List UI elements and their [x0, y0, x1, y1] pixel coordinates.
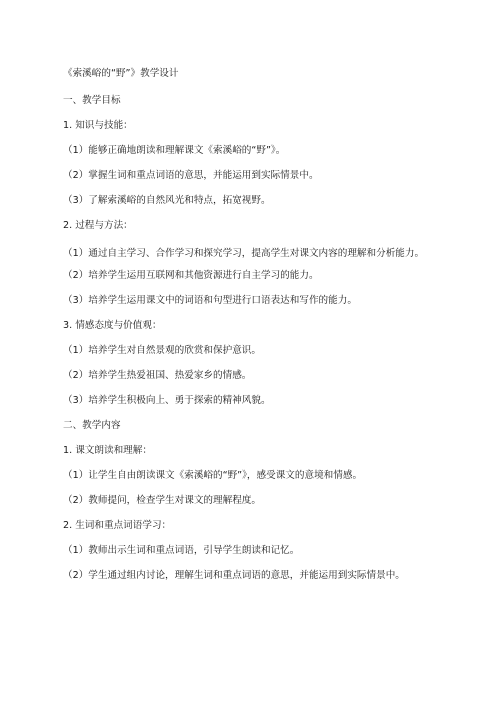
- subsection-heading: 1. 知识与技能：: [63, 120, 133, 131]
- list-item: （2）掌握生词和重点词语的意思，并能运用到实际情景中。: [63, 170, 319, 181]
- list-item: （2）教师提问，检查学生对课文的理解程度。: [63, 495, 261, 506]
- list-item: （1）让学生自由朗读课文《索溪峪的“野”》，感受课文的意境和情感。: [63, 470, 363, 481]
- subsection-heading: 1. 课文朗读和理解：: [63, 445, 152, 456]
- section-heading: 二、教学内容: [63, 420, 121, 431]
- list-item: （3）培养学生运用课文中的词语和句型进行口语表达和写作的能力。: [63, 295, 357, 306]
- list-item: （2）培养学生热爱祖国、热爱家乡的情感。: [63, 370, 252, 381]
- document-body: [63, 67, 443, 582]
- list-item: （1）培养学生对自然景观的欣赏和保护意识。: [63, 345, 261, 356]
- list-item: （1）教师出示生词和重点词语，引导学生朗读和记忆。: [63, 545, 300, 556]
- subsection-heading: 3. 情感态度与价值观：: [63, 320, 162, 331]
- list-item: （3）了解索溪峪的自然风光和特点，拓宽视野。: [63, 195, 271, 206]
- section-heading: 一、教学目标: [63, 95, 121, 106]
- subsection-heading: 2. 过程与方法：: [63, 220, 133, 231]
- list-item: （3）培养学生积极向上、勇于探索的精神风貌。: [63, 395, 271, 406]
- list-item: （1）能够正确地朗读和理解课文《索溪峪的“野”》。: [63, 145, 286, 156]
- list-item: （2）培养学生运用互联网和其他资源进行自主学习的能力。: [63, 270, 319, 281]
- subsection-heading: 2. 生词和重点词语学习：: [63, 520, 172, 531]
- list-item: （1）通过自主学习、合作学习和探究学习，提高学生对课文内容的理解和分析能力。: [63, 248, 425, 259]
- list-item: （2）学生通过组内讨论，理解生词和重点词语的意思，并能运用到实际情景中。: [63, 570, 405, 581]
- document-title: 《索溪峪的“野”》教学设计: [63, 68, 179, 79]
